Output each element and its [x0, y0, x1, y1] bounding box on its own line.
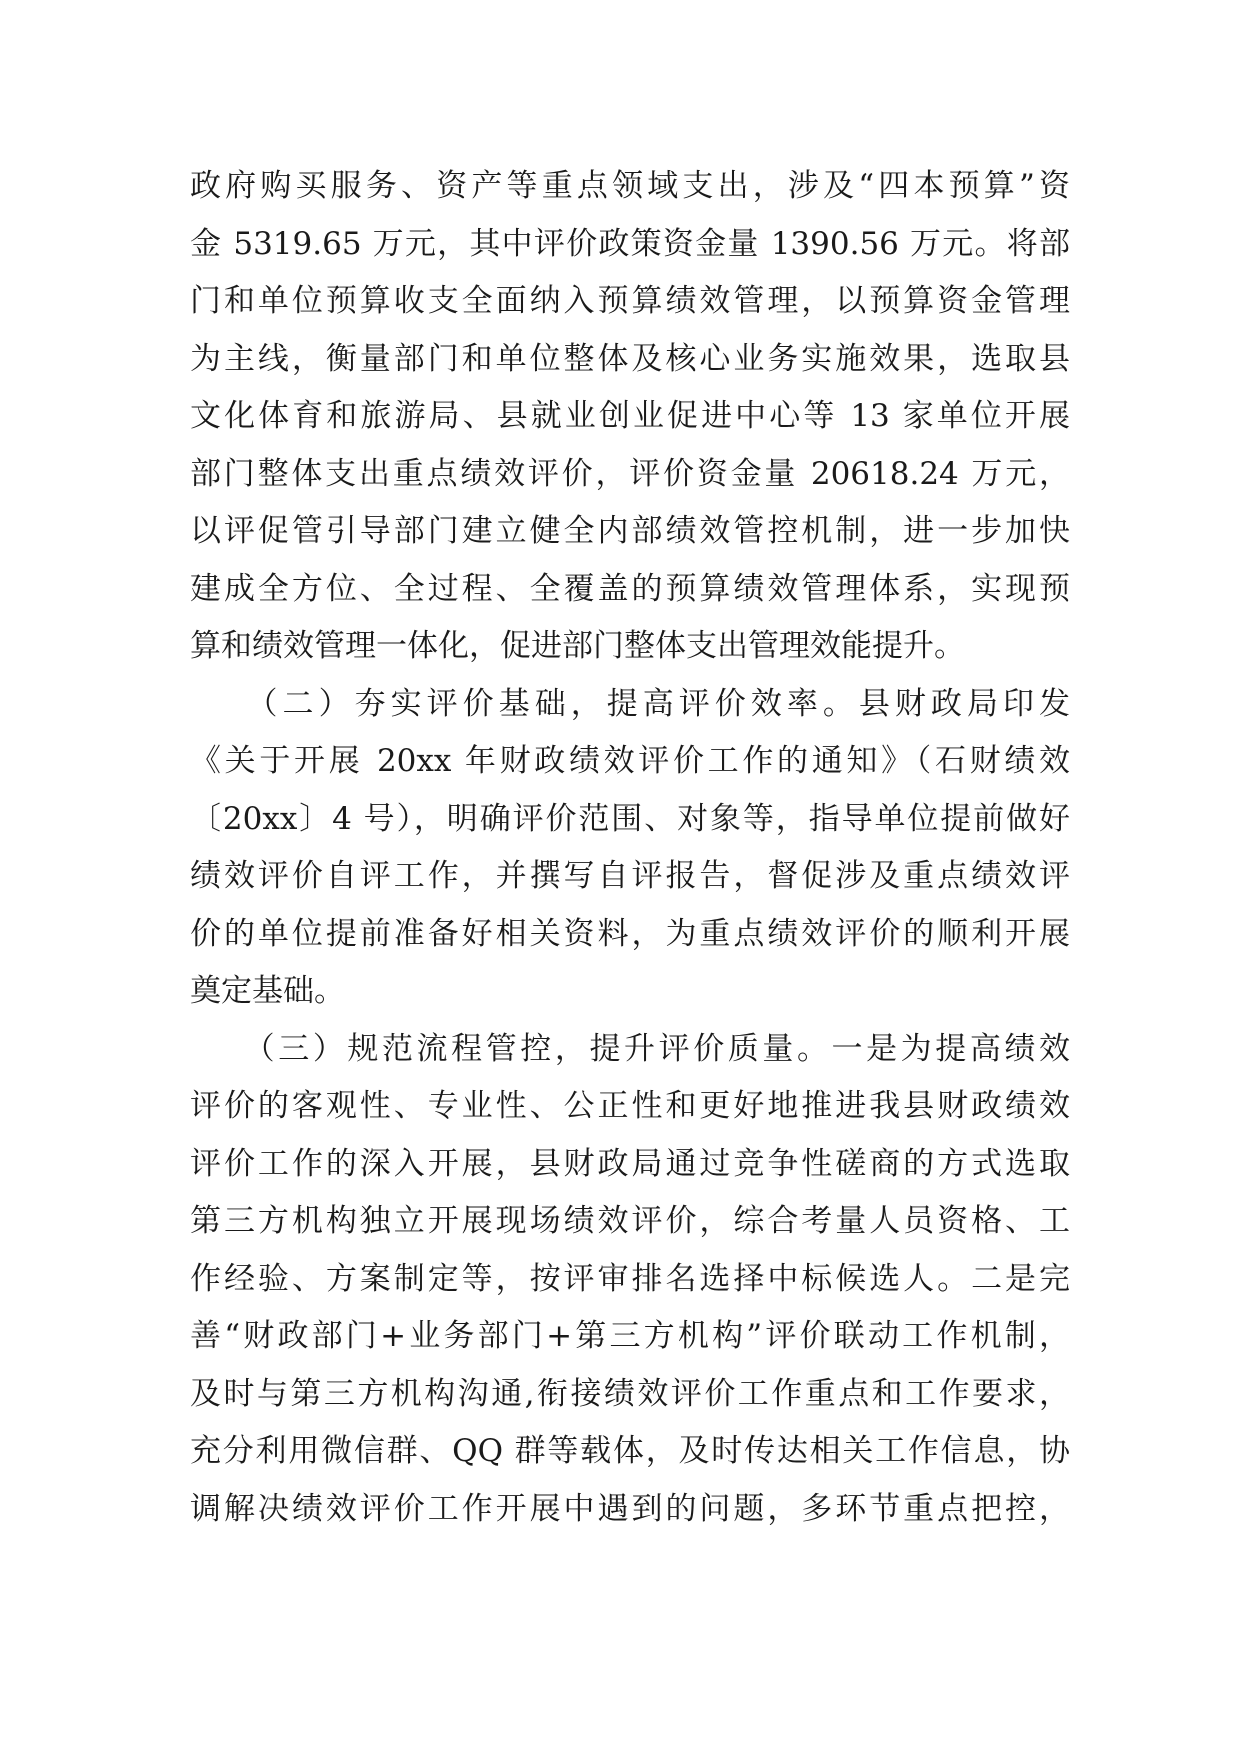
- text-line: 评价工作的深入开展，县财政局通过竞争性磋商的方式选取: [190, 1145, 1070, 1182]
- text-line: 善“财政部门+业务部门+第三方机构”评价联动工作机制，: [190, 1318, 1070, 1354]
- text-line: 部门整体支出重点绩效评价，评价资金量 20618.24 万元，: [190, 455, 1070, 492]
- text-line: 为主线，衡量部门和单位整体及核心业务实施效果，选取县: [190, 340, 1070, 377]
- text-line: 门和单位预算收支全面纳入预算绩效管理，以预算资金管理: [190, 283, 1070, 319]
- text-line: 政府购买服务、资产等重点领域支出，涉及“四本预算”资: [190, 168, 1070, 204]
- text-line: 文化体育和旅游局、县就业创业促进中心等 13 家单位开展: [190, 398, 1070, 434]
- text-line: 《关于开展 20xx 年财政绩效评价工作的通知》（石财绩效: [190, 743, 1070, 779]
- text-line: 价的单位提前准备好相关资料，为重点绩效评价的顺利开展: [190, 915, 1070, 952]
- paragraph-first-line: （二）夯实评价基础，提高评价效率。县财政局印发: [190, 685, 1070, 722]
- text-line: 及时与第三方机构沟通,衔接绩效评价工作重点和工作要求，: [190, 1375, 1070, 1412]
- paragraph-last-line: 奠定基础。: [190, 973, 345, 1009]
- text-line: 建成全方位、全过程、全覆盖的预算绩效管理体系，实现预: [190, 570, 1070, 607]
- text-line: 充分利用微信群、QQ 群等载体，及时传达相关工作信息，协: [190, 1433, 1070, 1469]
- paragraph-last-line: 算和绩效管理一体化，促进部门整体支出管理效能提升。: [190, 628, 965, 664]
- text-line: 第三方机构独立开展现场绩效评价，综合考量人员资格、工: [190, 1203, 1070, 1239]
- text-line: 绩效评价自评工作，并撰写自评报告，督促涉及重点绩效评: [190, 858, 1070, 894]
- text-line: 金 5319.65 万元，其中评价政策资金量 1390.56 万元。将部: [190, 225, 1070, 262]
- text-line: 调解决绩效评价工作开展中遇到的问题，多环节重点把控，: [190, 1490, 1070, 1527]
- paragraph-first-line: （三）规范流程管控，提升评价质量。一是为提高绩效: [190, 1030, 1070, 1067]
- text-line: 作经验、方案制定等，按评审排名选择中标候选人。二是完: [190, 1260, 1070, 1297]
- text-line: 评价的客观性、专业性、公正性和更好地推进我县财政绩效: [190, 1088, 1070, 1124]
- text-line: 〔20xx〕4 号），明确评价范围、对象等，指导单位提前做好: [190, 800, 1070, 837]
- text-line: 以评促管引导部门建立健全内部绩效管控机制，进一步加快: [190, 513, 1070, 549]
- document-body: [190, 158, 1070, 1538]
